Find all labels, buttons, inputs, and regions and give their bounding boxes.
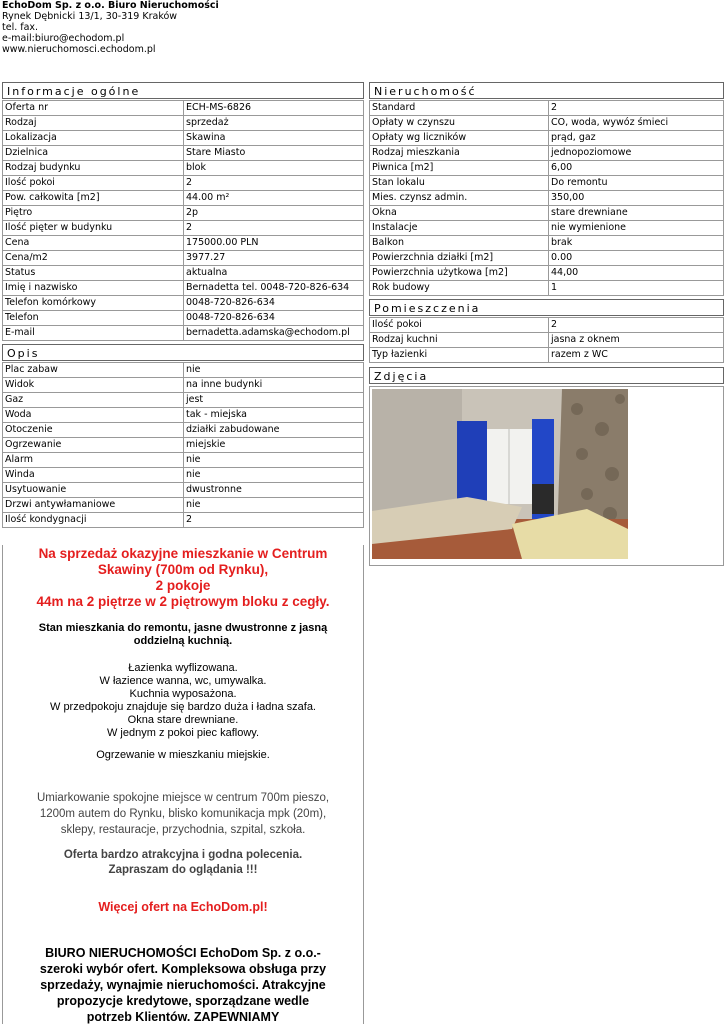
row-label: Okna	[370, 206, 549, 221]
headline-line: Na sprzedaż okazyjne mieszkanie w Centrum	[38, 546, 328, 561]
table-row	[3, 378, 364, 393]
details-line: Okna stare drewniane.	[127, 714, 239, 726]
row-value: 1	[549, 281, 724, 296]
section-title-photos: Zdjęcia	[369, 367, 724, 384]
row-label: Powierzchnia użytkowa [m2]	[370, 266, 549, 281]
location-line: Umiarkowanie spokojne miejsce w centrum 700m pieszo,	[36, 792, 330, 804]
row-value: 2	[549, 101, 724, 116]
table-row	[3, 221, 364, 236]
table-row	[370, 318, 724, 333]
row-value: nie wymienione	[549, 221, 724, 236]
row-value: aktualna	[184, 266, 364, 281]
row-label: Instalacje	[370, 221, 549, 236]
state-line: oddzielną kuchnią.	[133, 635, 233, 647]
row-label: Gaz	[3, 393, 184, 408]
row-value: 2	[184, 176, 364, 191]
office-line: szeroki wybór ofert. Kompleksowa obsługa przy	[39, 962, 327, 976]
row-label: Stan lokalu	[370, 176, 549, 191]
table-row	[3, 513, 364, 528]
property-table	[369, 100, 724, 296]
headline-line: 2 pokoje	[155, 578, 211, 593]
table-row	[370, 333, 724, 348]
row-value: 2p	[184, 206, 364, 221]
row-value: Skawina	[184, 131, 364, 146]
room-photo-image	[372, 389, 628, 559]
table-row	[370, 206, 724, 221]
row-label: Standard	[370, 101, 549, 116]
office-line: potrzeb Klientów. ZAPEWNIAMY	[86, 1010, 280, 1024]
row-label: Piętro	[3, 206, 184, 221]
table-row	[3, 131, 364, 146]
headline	[3, 546, 363, 610]
row-label: Rok budowy	[370, 281, 549, 296]
agency-header	[2, 0, 219, 55]
row-label: Typ łazienki	[370, 348, 549, 363]
location-line: 1200m autem do Rynku, blisko komunikacja mpk (20m),	[39, 808, 327, 820]
row-value: miejskie	[184, 438, 364, 453]
row-label: Cena/m2	[3, 251, 184, 266]
row-label: Usytuowanie	[3, 483, 184, 498]
table-row	[3, 191, 364, 206]
office-line: propozycje kredytowe, sporządzane wedle	[56, 994, 310, 1008]
row-value: jednopoziomowe	[549, 146, 724, 161]
section-title-opis: Opis	[2, 344, 364, 361]
invite-line: Zapraszam do oglądania !!!	[108, 864, 258, 876]
row-label: Oferta nr	[3, 101, 184, 116]
table-row	[370, 191, 724, 206]
row-label: Pow. całkowita [m2]	[3, 191, 184, 206]
row-value: ECH-MS-6826	[184, 101, 364, 116]
state-line: Stan mieszkania do remontu, jasne dwustronne z jasną	[38, 622, 328, 634]
general-table	[2, 100, 364, 341]
row-value: Do remontu	[549, 176, 724, 191]
office-line: BIURO NIERUCHOMOŚCI EchoDom Sp. z o.o.-	[45, 946, 321, 960]
row-value: 0048-720-826-634	[184, 311, 364, 326]
agency-fax: tel. fax.	[2, 22, 39, 33]
row-value: CO, woda, wywóz śmieci	[549, 116, 724, 131]
table-row	[3, 236, 364, 251]
row-value: 2	[184, 221, 364, 236]
row-label: Lokalizacja	[3, 131, 184, 146]
row-label: Dzielnica	[3, 146, 184, 161]
table-row	[370, 221, 724, 236]
row-value: brak	[549, 236, 724, 251]
table-row	[370, 161, 724, 176]
agency-name: EchoDom Sp. z o.o. Biuro Nieruchomości	[2, 0, 219, 11]
row-label: Telefon	[3, 311, 184, 326]
row-value: blok	[184, 161, 364, 176]
table-row	[370, 116, 724, 131]
row-value: Stare Miasto	[184, 146, 364, 161]
row-label: E-mail	[3, 326, 184, 341]
table-row	[370, 348, 724, 363]
details-paragraph	[3, 662, 363, 740]
row-label: Ilość kondygnacji	[3, 513, 184, 528]
table-row	[370, 101, 724, 116]
row-value: 2	[184, 513, 364, 528]
location-paragraph	[3, 790, 363, 838]
row-value: 0048-720-826-634	[184, 296, 364, 311]
location-line: sklepy, restauracje, przychodnia, szpital, szkoła.	[60, 824, 306, 836]
row-label: Ilość pokoi	[370, 318, 549, 333]
row-value: Bernadetta tel. 0048-720-826-634	[184, 281, 364, 296]
row-value: nie	[184, 363, 364, 378]
row-value: nie	[184, 453, 364, 468]
row-label: Powierzchnia działki [m2]	[370, 251, 549, 266]
invite-line: Oferta bardzo atrakcyjna i godna polecenia.	[63, 849, 303, 861]
details-line: Łazienka wyflizowana.	[128, 662, 238, 674]
row-value: 350,00	[549, 191, 724, 206]
table-row	[370, 176, 724, 191]
row-label: Otoczenie	[3, 423, 184, 438]
row-label: Rodzaj budynku	[3, 161, 184, 176]
office-paragraph	[3, 945, 363, 1025]
row-label: Rodzaj mieszkania	[370, 146, 549, 161]
left-column	[2, 80, 364, 528]
room-photo[interactable]	[372, 389, 628, 559]
row-label: Opłaty w czynszu	[370, 116, 549, 131]
row-value: sprzedaż	[184, 116, 364, 131]
table-row	[3, 326, 364, 341]
row-value: jest	[184, 393, 364, 408]
row-label: Imię i nazwisko	[3, 281, 184, 296]
more-offers-link[interactable]: Więcej ofert na EchoDom.pl!	[98, 900, 268, 914]
table-row	[3, 206, 364, 221]
office-line: sprzedaży, wynajmie nieruchomości. Atrakcyjne	[40, 978, 326, 992]
table-row	[370, 266, 724, 281]
row-label: Woda	[3, 408, 184, 423]
row-value: nie	[184, 498, 364, 513]
headline-line: 44m na 2 piętrze w 2 piętrowym bloku z cegły.	[36, 594, 330, 609]
row-label: Telefon komórkowy	[3, 296, 184, 311]
row-value: jasna z oknem	[549, 333, 724, 348]
row-value: 44.00 m²	[184, 191, 364, 206]
description	[2, 545, 364, 1024]
row-label: Widok	[3, 378, 184, 393]
table-row	[370, 236, 724, 251]
table-row	[3, 363, 364, 378]
row-label: Drzwi antywłamaniowe	[3, 498, 184, 513]
section-title-general: Informacje ogólne	[2, 82, 364, 99]
agency-address: Rynek Dębnicki 13/1, 30-319 Kraków	[2, 11, 178, 22]
row-value: stare drewniane	[549, 206, 724, 221]
row-value: nie	[184, 468, 364, 483]
heating-paragraph: Ogrzewanie w mieszkaniu miejskie.	[96, 749, 270, 761]
row-label: Rodzaj	[3, 116, 184, 131]
row-label: Balkon	[370, 236, 549, 251]
table-row	[370, 146, 724, 161]
details-line: Kuchnia wyposażona.	[129, 688, 237, 700]
invite-paragraph	[3, 848, 363, 878]
details-line: W jednym z pokoi piec kaflowy.	[106, 727, 260, 739]
section-title-property: Nieruchomość	[369, 82, 724, 99]
rooms-table	[369, 317, 724, 363]
table-row	[3, 266, 364, 281]
table-row	[3, 161, 364, 176]
row-value: działki zabudowane	[184, 423, 364, 438]
row-label: Rodzaj kuchni	[370, 333, 549, 348]
row-value: 3977.27	[184, 251, 364, 266]
row-label: Status	[3, 266, 184, 281]
row-value: 0.00	[549, 251, 724, 266]
row-label: Winda	[3, 468, 184, 483]
table-row	[3, 296, 364, 311]
table-row	[3, 393, 364, 408]
row-value: 175000.00 PLN	[184, 236, 364, 251]
table-row	[3, 423, 364, 438]
row-label: Alarm	[3, 453, 184, 468]
table-row	[3, 311, 364, 326]
headline-line: Skawiny (700m od Rynku),	[97, 562, 269, 577]
table-row	[3, 146, 364, 161]
table-row	[3, 408, 364, 423]
table-row	[3, 101, 364, 116]
table-row	[370, 281, 724, 296]
row-label: Cena	[3, 236, 184, 251]
agency-email: e-mail:biuro@echodom.pl	[2, 33, 125, 44]
row-value: 2	[549, 318, 724, 333]
table-row	[3, 438, 364, 453]
row-label: Mies. czynsz admin.	[370, 191, 549, 206]
section-title-rooms: Pomieszczenia	[369, 299, 724, 316]
details-line: W przedpokoju znajduje się bardzo duża i ładna szafa.	[50, 701, 316, 713]
opis-table	[2, 362, 364, 528]
row-value: dwustronne	[184, 483, 364, 498]
row-label: Ilość pokoi	[3, 176, 184, 191]
table-row	[370, 131, 724, 146]
right-column	[369, 80, 724, 566]
row-value: razem z WC	[549, 348, 724, 363]
row-value: 6,00	[549, 161, 724, 176]
row-label: Ilość pięter w budynku	[3, 221, 184, 236]
photo-frame	[369, 386, 724, 566]
row-label: Piwnica [m2]	[370, 161, 549, 176]
agency-www: www.nieruchomosci.echodom.pl	[2, 44, 156, 55]
row-value: na inne budynki	[184, 378, 364, 393]
table-row	[3, 453, 364, 468]
table-row	[3, 498, 364, 513]
state-paragraph	[3, 622, 363, 648]
table-row	[3, 116, 364, 131]
row-value: bernadetta.adamska@echodom.pl	[184, 326, 364, 341]
row-label: Plac zabaw	[3, 363, 184, 378]
row-label: Opłaty wg liczników	[370, 131, 549, 146]
row-value: prąd, gaz	[549, 131, 724, 146]
row-value: tak - miejska	[184, 408, 364, 423]
details-line: W łazience wanna, wc, umywalka.	[99, 675, 267, 687]
table-row	[3, 251, 364, 266]
row-value: 44,00	[549, 266, 724, 281]
table-row	[3, 281, 364, 296]
table-row	[3, 483, 364, 498]
table-row	[3, 468, 364, 483]
table-row	[370, 251, 724, 266]
table-row	[3, 176, 364, 191]
row-label: Ogrzewanie	[3, 438, 184, 453]
